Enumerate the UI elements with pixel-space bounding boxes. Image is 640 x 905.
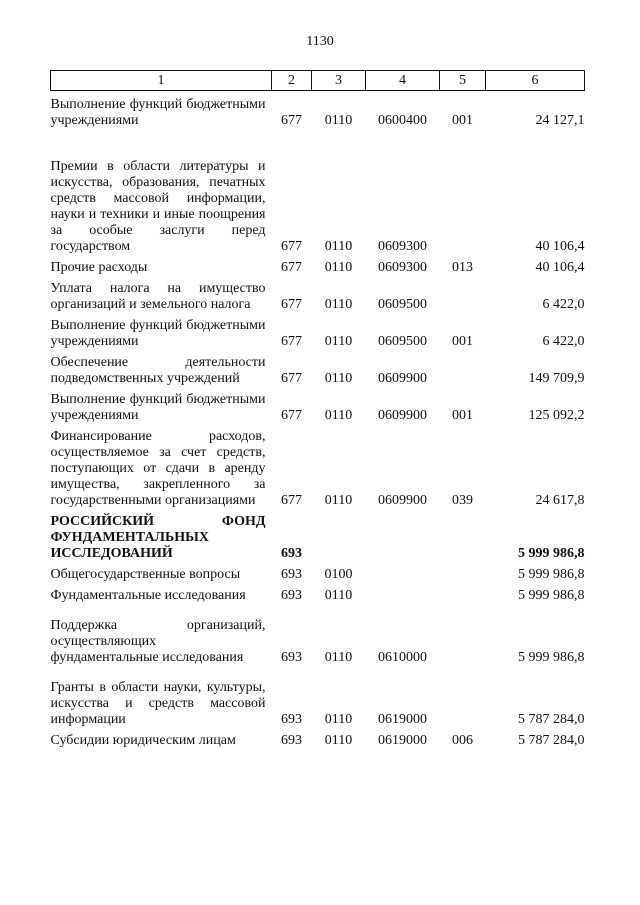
row-col-3: 0110	[324, 334, 353, 349]
table-row	[51, 606, 585, 668]
table-row	[51, 585, 585, 606]
table-body	[51, 91, 585, 752]
table-row	[51, 511, 585, 564]
row-amount: 5 787 284,0	[518, 733, 585, 748]
row-name: Субсидии юридическим лицам	[50, 733, 236, 748]
row-col-3: 0110	[324, 113, 353, 128]
table-row	[51, 426, 585, 511]
row-col-2: 677	[281, 297, 302, 312]
table-row	[51, 564, 585, 585]
row-amount: 5 999 986,8	[518, 567, 585, 582]
row-col-3: 0110	[324, 408, 353, 423]
row-col-4: 0609900	[378, 493, 427, 508]
table-header	[51, 71, 585, 91]
row-col-5	[440, 352, 486, 389]
header-col-5: 5	[440, 71, 486, 91]
row-name: Поддержка организаций, осуществляющих фундаментальные исследования	[50, 618, 266, 665]
row-amount: 149 709,9	[528, 371, 585, 386]
row-col-5	[440, 278, 486, 315]
row-name: Фундаментальные исследования	[50, 588, 246, 603]
row-col-5	[440, 668, 486, 730]
row-name: Прочие расходы	[50, 260, 148, 275]
row-col-2: 693	[281, 546, 302, 561]
row-col-2: 677	[281, 371, 302, 386]
header-col-6: 6	[486, 71, 585, 91]
row-col-2: 693	[281, 588, 302, 603]
row-col-3: 0110	[324, 260, 353, 275]
row-col-2: 677	[281, 260, 302, 275]
table-row	[51, 131, 585, 257]
budget-table	[50, 70, 585, 751]
row-col-4: 0600400	[378, 113, 427, 128]
header-col-2: 2	[272, 71, 312, 91]
row-col-4: 0609300	[378, 260, 427, 275]
row-col-4: 0619000	[378, 733, 427, 748]
row-amount: 6 422,0	[542, 334, 585, 349]
row-col-2: 677	[281, 334, 302, 349]
row-name: Финансирование расходов, осуществляемое за счет средств, поступающих от сдачи в аренду имущества, закрепленного за государственными организациями	[50, 429, 266, 508]
row-col-3: 0110	[324, 297, 353, 312]
row-col-4: 0609300	[378, 239, 427, 254]
row-name: Общегосударственные вопросы	[50, 567, 241, 582]
row-col-3: 0110	[324, 371, 353, 386]
header-col-1: 1	[51, 71, 272, 91]
table-row	[51, 668, 585, 730]
row-col-5: 001	[452, 408, 473, 423]
page-number: 1130	[306, 34, 334, 49]
row-name: Выполнение функций бюджетными учреждениями	[50, 97, 266, 128]
row-name: Обеспечение деятельности подведомственных учреждений	[50, 355, 266, 386]
row-col-4: 0609500	[378, 297, 427, 312]
table-row	[51, 389, 585, 426]
row-col-2: 677	[281, 239, 302, 254]
row-col-3: 0110	[324, 712, 353, 727]
row-col-5	[440, 131, 486, 257]
row-col-3: 0100	[324, 567, 353, 582]
row-col-3: 0110	[324, 650, 353, 665]
row-amount: 24 617,8	[535, 493, 585, 508]
row-col-5: 039	[452, 493, 473, 508]
row-col-5	[440, 606, 486, 668]
row-col-4: 0610000	[378, 650, 427, 665]
row-col-5	[440, 564, 486, 585]
row-name: РОССИЙСКИЙ ФОНД ФУНДАМЕНТАЛЬНЫХ ИССЛЕДОВАНИЙ	[50, 514, 266, 561]
row-name: Выполнение функций бюджетными учреждениями	[50, 318, 266, 349]
row-amount: 40 106,4	[535, 260, 585, 275]
table-row	[51, 315, 585, 352]
row-col-2: 677	[281, 113, 302, 128]
row-col-5: 001	[452, 113, 473, 128]
row-name: Гранты в области науки, культуры, искусства и средств массовой информации	[50, 680, 266, 727]
row-col-2: 677	[281, 493, 302, 508]
row-col-4: 0609900	[378, 371, 427, 386]
row-amount: 6 422,0	[542, 297, 585, 312]
table-row	[51, 257, 585, 278]
row-col-2: 677	[281, 408, 302, 423]
row-col-2: 693	[281, 712, 302, 727]
row-col-4	[366, 564, 440, 585]
table-row	[51, 278, 585, 315]
row-col-5	[440, 585, 486, 606]
row-amount: 5 999 986,8	[518, 650, 585, 665]
row-col-5: 001	[452, 334, 473, 349]
row-amount: 125 092,2	[528, 408, 585, 423]
table-row	[51, 352, 585, 389]
row-amount: 5 787 284,0	[518, 712, 585, 727]
row-col-3: 0110	[324, 493, 353, 508]
row-amount: 40 106,4	[535, 239, 585, 254]
row-col-5	[440, 511, 486, 564]
row-amount: 5 999 986,8	[518, 546, 585, 561]
row-col-2: 693	[281, 650, 302, 665]
row-col-3	[312, 511, 366, 564]
header-col-3: 3	[312, 71, 366, 91]
row-name: Уплата налога на имущество организаций и земельного налога	[50, 281, 266, 312]
row-col-4: 0609900	[378, 408, 427, 423]
row-name: Премии в области литературы и искусства, образования, печатных средств массовой информации, науки и техники и иные поощрения за особые заслуги перед государством	[50, 159, 266, 254]
row-col-3: 0110	[324, 733, 353, 748]
header-col-4: 4	[366, 71, 440, 91]
row-amount: 5 999 986,8	[518, 588, 585, 603]
row-amount: 24 127,1	[535, 113, 585, 128]
row-col-2: 693	[281, 733, 302, 748]
table-row	[51, 91, 585, 132]
row-col-4	[366, 511, 440, 564]
row-col-5: 006	[452, 733, 473, 748]
row-col-3: 0110	[324, 588, 353, 603]
row-col-5: 013	[452, 260, 473, 275]
row-col-4: 0619000	[378, 712, 427, 727]
row-col-3: 0110	[324, 239, 353, 254]
row-col-4: 0609500	[378, 334, 427, 349]
row-name: Выполнение функций бюджетными учреждениями	[50, 392, 266, 423]
table-row	[51, 730, 585, 751]
row-col-2: 693	[281, 567, 302, 582]
header-row	[51, 71, 585, 91]
row-col-4	[366, 585, 440, 606]
